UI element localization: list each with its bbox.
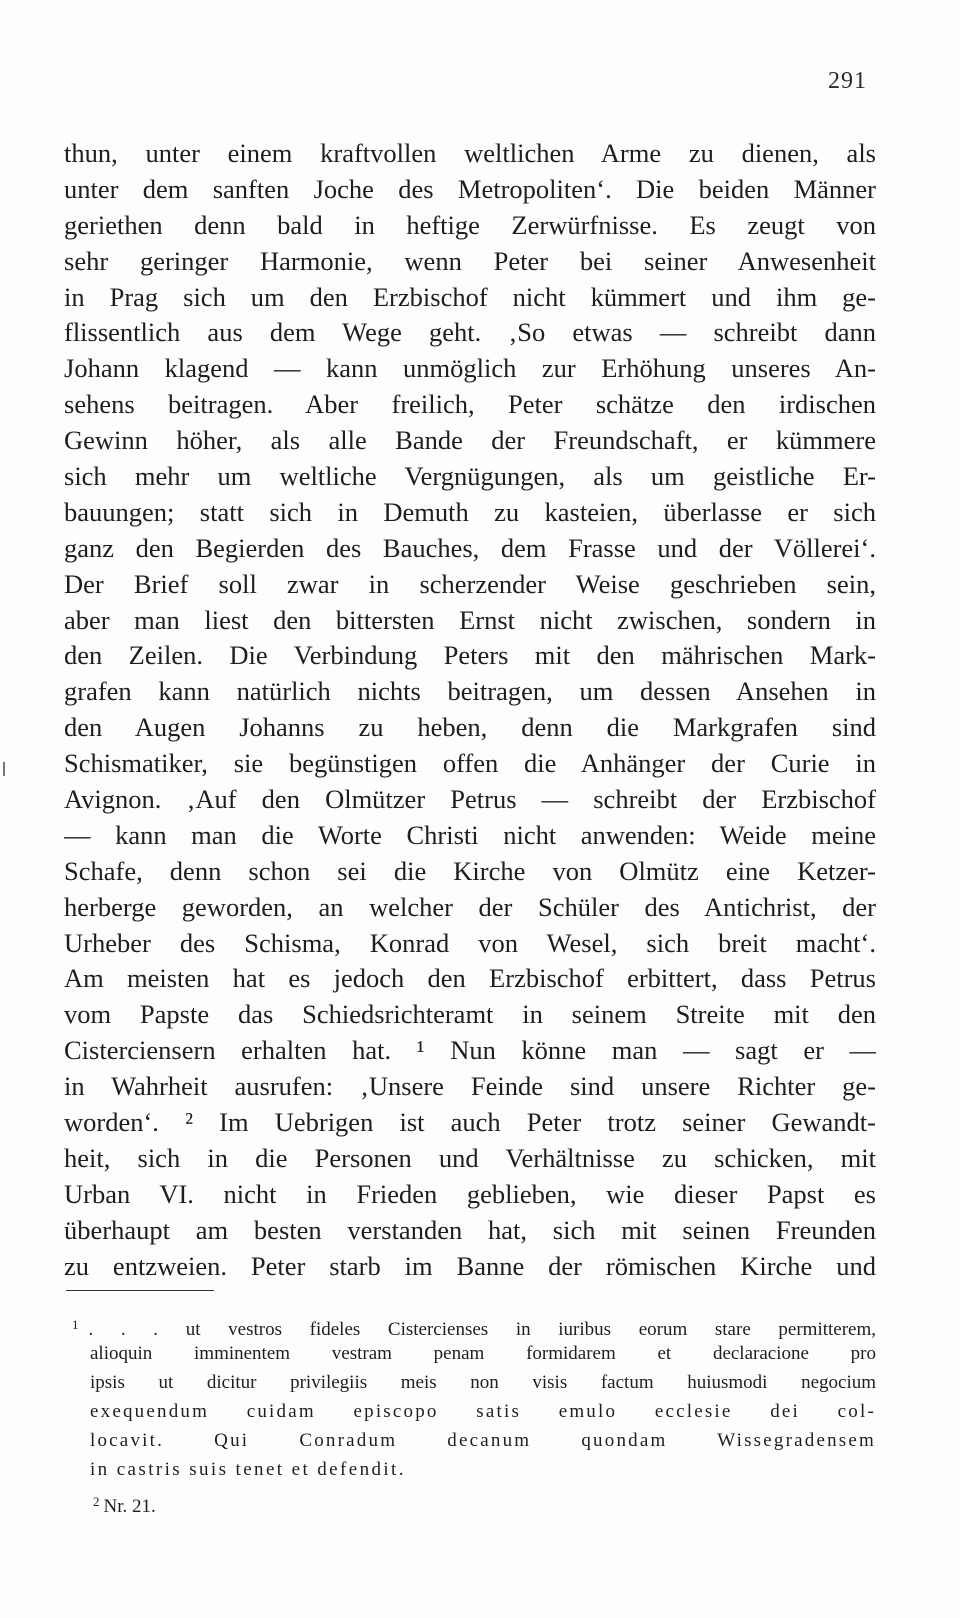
body-line: überhaupt am besten verstanden hat, sich mit seinen Freunden	[64, 1214, 876, 1245]
body-line: Schismatiker, sie begünstigen offen die Anhänger der Curie in	[64, 748, 876, 779]
scan-edge-mark	[3, 762, 5, 776]
body-line: — kann man die Worte Christi nicht anwenden: Weide meine	[64, 819, 876, 850]
footnote-2	[93, 1494, 156, 1518]
body-line: Cisterciensern erhalten hat. ¹ Nun könne man — sagt er —	[64, 1035, 876, 1066]
page-number: 291	[828, 68, 867, 94]
body-line: in Prag sich um den Erzbischof nicht kümmert und ihm ge-	[64, 281, 876, 312]
body-line: bauungen; statt sich in Demuth zu kasteien, überlasse er sich	[64, 496, 876, 527]
footnote-line: exequendum cuidam episcopo satis emulo ecclesie dei col-	[90, 1401, 876, 1422]
body-line: sehens beitragen. Aber freilich, Peter schätze den irdischen	[64, 389, 876, 420]
body-line: unter dem sanften Joche des Metropoliten‘. Die beiden Männer	[64, 173, 876, 204]
footnote-1	[72, 1310, 876, 1484]
footnote-marker: 2	[93, 1494, 100, 1509]
body-line: ganz den Begierden des Bauches, dem Frasse und der Völlerei‘.	[64, 532, 876, 563]
body-line: zu entzweien. Peter starb im Banne der römischen Kirche und	[64, 1250, 876, 1281]
footnote-divider	[66, 1290, 214, 1291]
body-line: grafen kann natürlich nichts beitragen, um dessen Ansehen in	[64, 676, 876, 707]
body-line: Johann klagend — kann unmöglich zur Erhöhung unseres An-	[64, 353, 876, 384]
body-line: Der Brief soll zwar in scherzender Weise geschrieben sein,	[64, 568, 876, 599]
footnote-line	[72, 1310, 876, 1339]
body-line: Gewinn höher, als alle Bande der Freundschaft, er kümmere	[64, 425, 876, 456]
body-line: geriethen denn bald in heftige Zerwürfnisse. Es zeugt von	[64, 209, 876, 240]
body-line: den Zeilen. Die Verbindung Peters mit den mährischen Mark-	[64, 640, 876, 671]
body-line: herberge geworden, an welcher der Schüler des Antichrist, der	[64, 891, 876, 922]
body-line: Schafe, denn schon sei die Kirche von Olmütz eine Ketzer-	[64, 855, 876, 886]
body-line: den Augen Johanns zu heben, denn die Markgrafen sind	[64, 712, 876, 743]
body-line: sehr geringer Harmonie, wenn Peter bei seiner Anwesenheit	[64, 245, 876, 276]
body-line: thun, unter einem kraftvollen weltlichen Arme zu dienen, als	[64, 138, 876, 168]
body-line: heit, sich in die Personen und Verhältnisse zu schicken, mit	[64, 1142, 876, 1173]
body-line: Urban VI. nicht in Frieden geblieben, wie dieser Papst es	[64, 1178, 876, 1209]
body-line: in Wahrheit ausrufen: ‚Unsere Feinde sind unsere Richter ge-	[64, 1071, 876, 1102]
footnote-line: alioquin imminentem vestram penam formidarem et declaracione pro	[90, 1343, 876, 1364]
body-line: sich mehr um weltliche Vergnügungen, als um geistliche Er-	[64, 461, 876, 492]
body-line: vom Papste das Schiedsrichteramt in seinem Streite mit den	[64, 999, 876, 1030]
footnote-line: ipsis ut dicitur privilegiis meis non visis factum huiusmodi negocium	[90, 1372, 876, 1393]
footnote-line: locavit. Qui Conradum decanum quondam Wissegradensem	[90, 1430, 876, 1451]
body-text	[64, 136, 876, 1285]
footnote-text: . . . ut vestros fideles Cistercienses in iuribus eorum stare permitterem,	[88, 1319, 876, 1339]
body-line: Avignon. ‚Auf den Olmützer Petrus — schreibt der Erzbischof	[64, 784, 876, 815]
body-line: Urheber des Schisma, Konrad von Wesel, sich breit macht‘.	[64, 927, 876, 958]
footnote-marker: 1	[72, 1317, 79, 1332]
footnote-text: Nr. 21.	[103, 1496, 156, 1517]
body-line: worden‘. ² Im Uebrigen ist auch Peter trotz seiner Gewandt-	[64, 1107, 876, 1138]
body-line: aber man liest den bittersten Ernst nicht zwischen, sondern in	[64, 604, 876, 635]
footnote-line: in castris suis tenet et defendit.	[90, 1459, 406, 1480]
body-line: flissentlich aus dem Wege geht. ‚So etwas — schreibt dann	[64, 317, 876, 348]
body-line: Am meisten hat es jedoch den Erzbischof erbittert, dass Petrus	[64, 963, 876, 994]
